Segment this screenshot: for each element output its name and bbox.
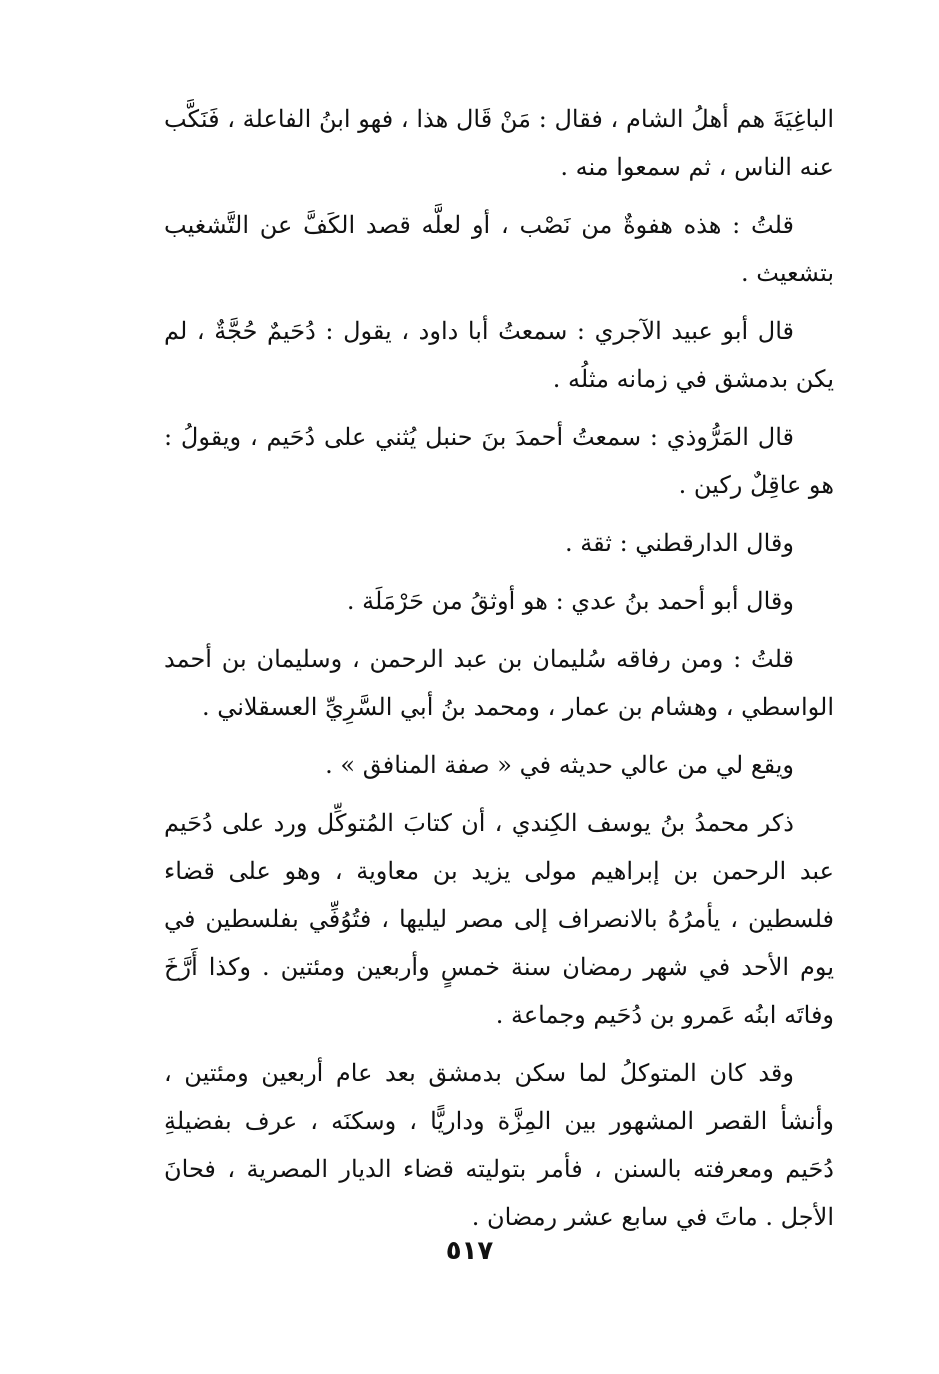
paragraph-5: وقال الدارقطني : ثقة . [565,529,794,557]
paragraph-7: قلتُ : ومن رفاقه سُليمان بن عبد الرحمن ، وسليمان بن أحمد الواسطي ، وهشام بن عمار ، ومحمد بنُ أبي السَّرِيِّ العسقلاني . [164,645,834,721]
paragraph-2: قلتُ : هذه هفوةٌ من نَصْب ، أو لعلَّه قصد الكَفَّ عن التَّشغيب بتشعيث . [164,211,834,287]
page-number: ٥١٧ [445,1236,494,1266]
paragraph-3: قال أبو عبيد الآجري : سمعتُ أبا داود ، يقول : دُحَيمٌ حُجَّةٌ ، لم يكن بدمشق في زمانه مثلُه . [164,317,834,393]
paragraph-8: ويقع لي من عالي حديثه في « صفة المنافق » . [325,751,794,779]
text-body [164,95,834,1241]
paragraph-6: وقال أبو أحمد بنُ عدي : هو أوثقُ من حَرْمَلَة . [346,587,794,615]
paragraph-9: ذكر محمدُ بنُ يوسف الكِندي ، أن كتابَ المُتوكِّل ورد على دُحَيم عبد الرحمن بن إبراهيم مولى يزيد بن معاوية ، وهو على قضاء فلسطين ، يأمرُهُ بالانصراف إلى مصر ليليها ، فتُوُفِّي بفلسطين في يوم الأحد في شهر رمضان سنة خمسٍ وأربعين ومئتين . وكذا أَرَّخَ وفاتَه ابنُه عَمرو بن دُحَيم وجماعة . [164,809,834,1029]
paragraph-1: الباغِيَةَ هم أهلُ الشام ، فقال : مَنْ قَال هذا ، فهو ابنُ الفاعلة ، فَنَكَّب عنه الناس ، ثم سمعوا منه . [164,105,834,181]
paragraph-4: قال المَرُّوذي : سمعتُ أحمدَ بنَ حنبل يُثني على دُحَيم ، ويقولُ : هو عاقِلٌ ركين . [164,423,834,499]
paragraph-10: وقد كان المتوكلُ لما سكن بدمشق بعد عام أربعين ومئتين ، وأنشأ القصر المشهور بين المِزَّة وداريًّا ، وسكنَه ، عرف بفضيلةِ دُحَيم ومعرفته بالسنن ، فأمر بتوليته قضاء الديار المصرية ، فحانَ الأجل . ماتَ في سابع عشر رمضان . [164,1059,834,1231]
